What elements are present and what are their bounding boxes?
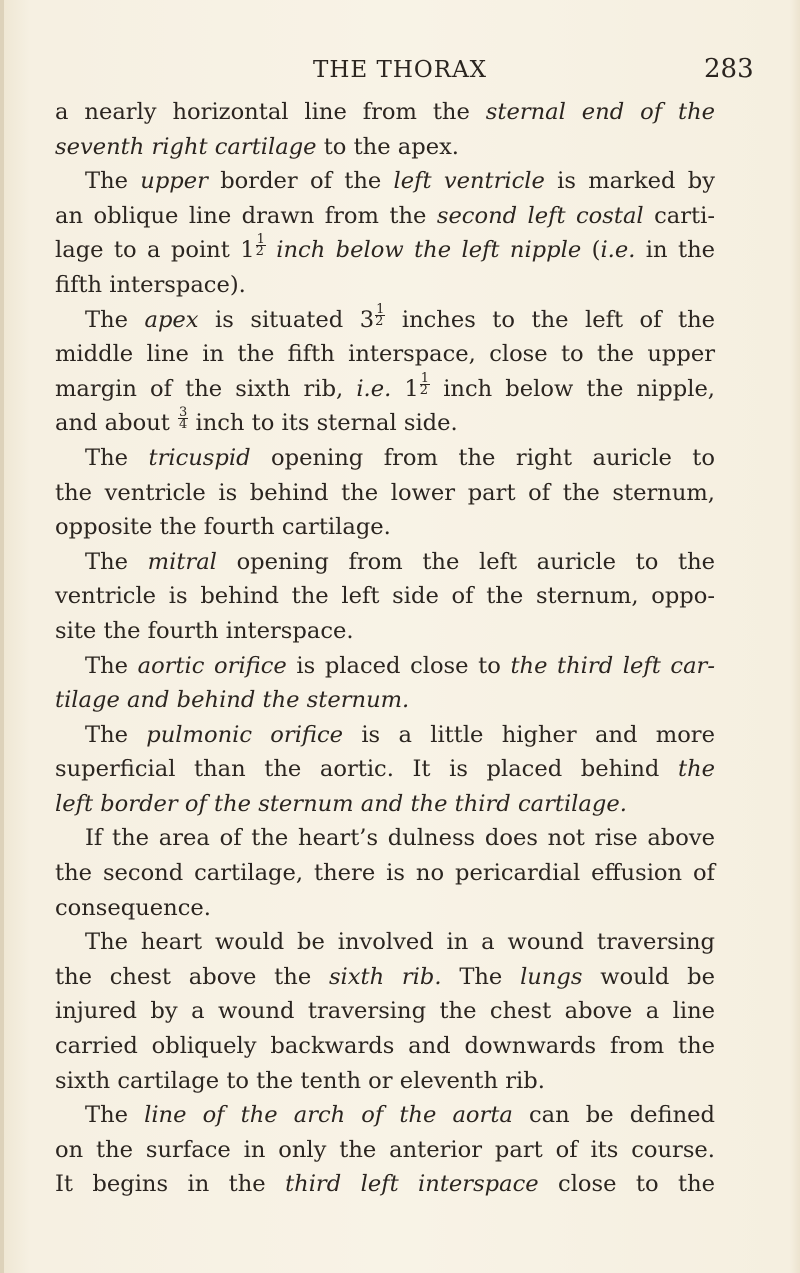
fraction: $\frac{1}{2}$ <box>419 370 430 398</box>
text-line: The mitral opening from the left auricle to the <box>85 548 715 575</box>
fraction: $\frac{1}{2}$ <box>375 301 385 329</box>
text-line: consequence. <box>55 894 211 921</box>
text-line: lage to a point 1 $\frac{1}{2}$ inch below the left nipple (i.e. in the <box>55 232 715 264</box>
chapter-title: THE THORAX <box>313 57 488 83</box>
text-line: The tricuspid opening from the right auricle to <box>85 444 715 471</box>
page-number: 283 <box>704 54 754 84</box>
fraction: $\frac{1}{2}$ <box>255 232 265 260</box>
text-line: seventh right cartilage to the apex. <box>55 133 459 160</box>
text-line: fifth interspace). <box>55 271 246 298</box>
text-line: opposite the fourth cartilage. <box>55 514 391 541</box>
text-line: middle line in the fifth interspace, close to the upper <box>55 341 715 368</box>
text-line: The heart would be involved in a wound traversing <box>85 929 715 956</box>
text-line: It begins in the third left interspace close to the <box>55 1171 715 1198</box>
body-text <box>55 95 715 1202</box>
text-line: an oblique line drawn from the second left costal carti- <box>55 202 715 229</box>
text-line: tilage and behind the sternum. <box>55 687 410 714</box>
running-head <box>0 50 800 86</box>
text-line: site the fourth interspace. <box>55 617 354 644</box>
text-line: The upper border of the left ventricle is marked by <box>85 168 715 195</box>
text-line: the ventricle is behind the lower part of the sternum, <box>55 479 715 506</box>
text-line: injured by a wound traversing the chest above a line <box>55 998 715 1025</box>
text-line: ventricle is behind the left side of the sternum, oppo- <box>55 583 715 610</box>
text-line: and about $\frac{3}{4}$ inch to its sternal side. <box>55 405 458 437</box>
text-line: the second cartilage, there is no pericardial effusion of <box>55 860 715 887</box>
text-line: The pulmonic orifice is a little higher and more <box>85 721 715 748</box>
text-line: left border of the sternum and the third cartilage. <box>55 790 627 817</box>
text-line: the chest above the sixth rib. The lungs would be <box>55 963 715 990</box>
text-line: carried obliquely backwards and downwards from the <box>55 1033 715 1060</box>
text-line: If the area of the heart’s dulness does not rise above <box>85 825 715 852</box>
page-binding-edge <box>0 0 4 1273</box>
text-line: sixth cartilage to the tenth or eleventh rib. <box>55 1067 545 1094</box>
text-line: a nearly horizontal line from the sternal end of the <box>55 99 715 125</box>
text-line: The apex is situated 3 $\frac{1}{2}$ inches to the left of the <box>85 301 715 333</box>
text-line: superficial than the aortic. It is placed behind the <box>55 756 715 783</box>
text-line: on the surface in only the anterior part of its course. <box>55 1136 715 1163</box>
text-line: margin of the sixth rib, i.e. 1 $\frac{1}{2}$ inch below the nipple, <box>55 370 715 402</box>
text-line: The aortic orifice is placed close to the third left car- <box>85 652 715 679</box>
text-line: The line of the arch of the aorta can be defined <box>85 1102 715 1129</box>
fraction: $\frac{3}{4}$ <box>179 405 188 433</box>
